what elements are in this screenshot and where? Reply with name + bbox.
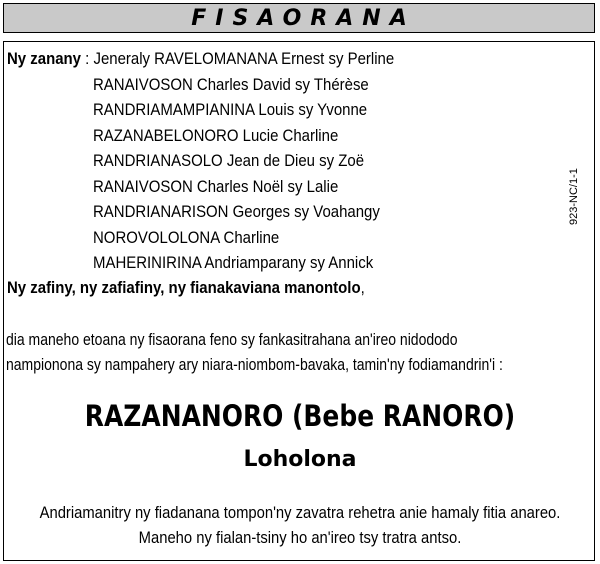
- thanks-line-2: nampionona sy nampahery ary niara-niombom-bavaka, tamin'ny fodiamandrin'i :: [6, 355, 503, 374]
- child-name: RANDRIAMAMPIANINA Louis sy Yvonne: [93, 100, 368, 119]
- deceased-name: RAZANANORO (Bebe RANORO): [84, 399, 516, 433]
- children-label: Ny zanany: [7, 49, 82, 68]
- child-name: MAHERINIRINA Andriamparany sy Annick: [93, 253, 374, 272]
- reference-code: 923-NC/1-1: [568, 168, 580, 225]
- child-name: RANAIVOSON Charles Noël sy Lalie: [93, 177, 339, 196]
- children-separator: :: [81, 49, 94, 68]
- children-line-1: [7, 49, 394, 69]
- closing-line-2: Maneho ny fialan-tsiny ho an'ireo tsy tratra antso.: [138, 528, 462, 547]
- child-name: NOROVOLOLONA Charline: [93, 228, 280, 247]
- family-line: [7, 278, 365, 298]
- closing-line-1: Andriamanitry ny fiadanana tompon'ny zavatra rehetra anie hamaly fitia anareo.: [39, 503, 561, 522]
- child-name: RANDRIANASOLO Jean de Dieu sy Zoë: [93, 151, 365, 170]
- deceased-title: Loholona: [243, 447, 357, 472]
- child-name: RANAIVOSON Charles David sy Thérèse: [93, 75, 369, 94]
- thanks-line-1: dia maneho etoana ny fisaorana feno sy fankasitrahana an'ireo nidododo: [6, 330, 458, 349]
- family-punct: ,: [360, 278, 365, 297]
- family-label: Ny zafiny, ny zafiafiny, ny fianakaviana manontolo: [7, 278, 361, 297]
- child-name: RANDRIANARISON Georges sy Voahangy: [93, 202, 380, 221]
- header-banner: [3, 3, 595, 33]
- child-name: Jeneraly RAVELOMANANA Ernest sy Perline: [93, 49, 395, 68]
- page-title: FISAORANA: [191, 5, 416, 31]
- child-name: RAZANABELONORO Lucie Charline: [93, 126, 339, 145]
